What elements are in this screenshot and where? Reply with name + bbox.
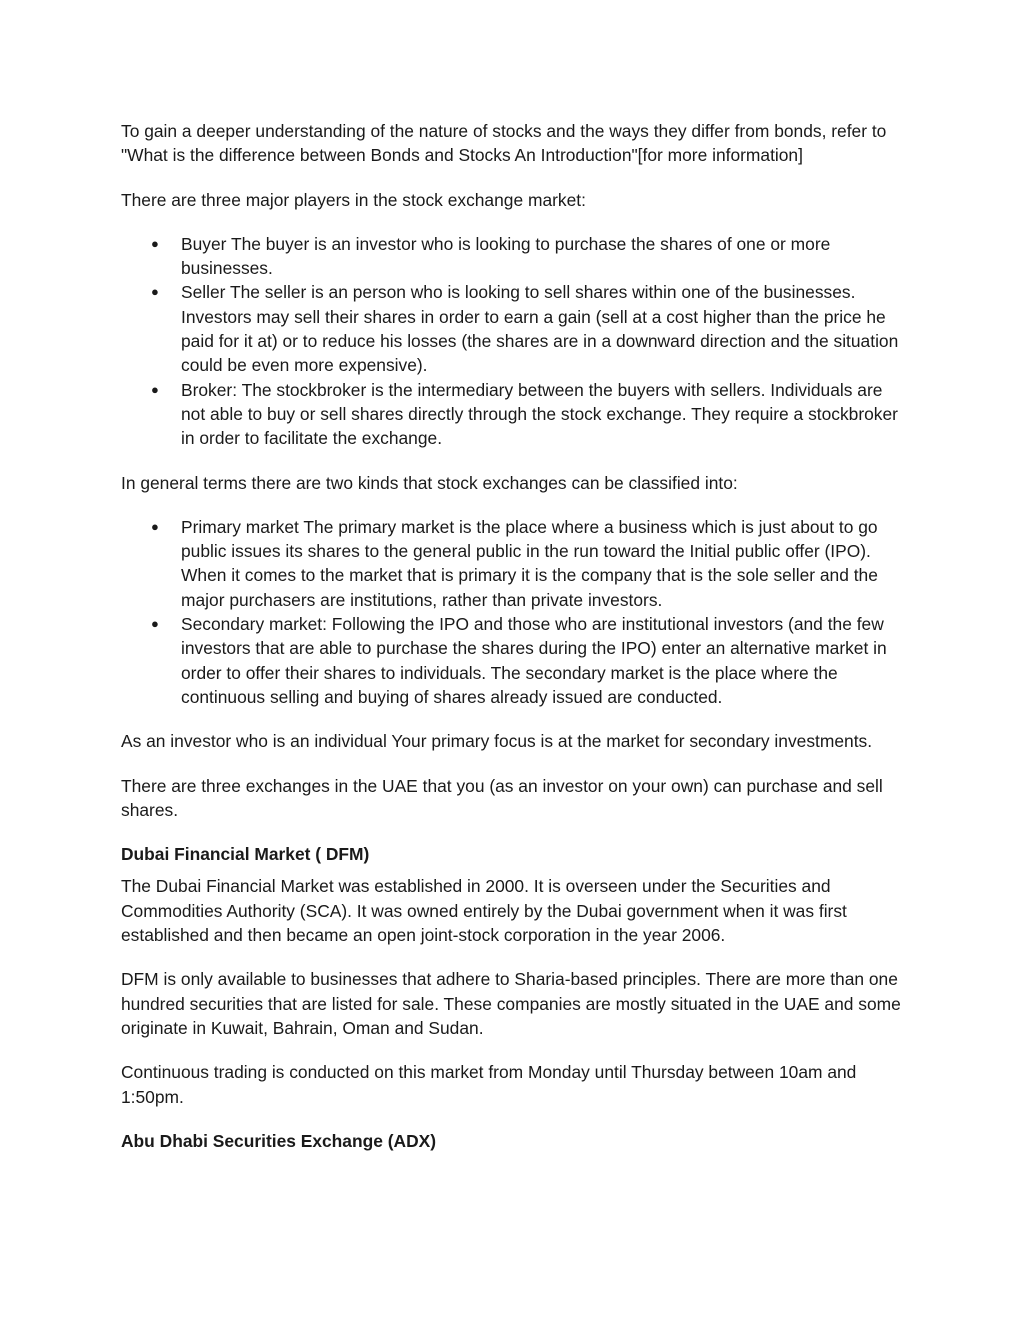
bullet-icon: ● [151, 381, 159, 397]
bullet-icon: ● [151, 518, 159, 534]
list-item-text: Seller The seller is an person who is looking to sell shares within one of the businesses. Investors may sell their shares in order to earn a gain (sell at a cost higher than the price he paid for it at) or to reduce his losses (the shares are in a downward direction and the situation could be even more expensive). [181, 282, 899, 376]
players-list [121, 232, 906, 451]
list-item [151, 612, 906, 709]
adx-heading: Abu Dhabi Securities Exchange (ADX) [121, 1130, 437, 1151]
intro-paragraph: To gain a deeper understanding of the nature of stocks and the ways they differ from bonds, refer to "What is the difference between Bonds and Stocks An Introduction"[for more information] [121, 121, 887, 166]
list-item-text: Buyer The buyer is an investor who is looking to purchase the shares of one or more businesses. [181, 233, 831, 279]
list-item [151, 280, 906, 377]
list-item-text: Primary market The primary market is the place where a business which is just about to go public issues its shares to the general public in the run toward the Initial public offer (IPO). When it comes to the market that is primary it is the company that is the sole seller and the major purchasers are institutions, rather than private investors. [181, 516, 878, 610]
dfm-paragraph: The Dubai Financial Market was established in 2000. It is overseen under the Securities and Commodities Authority (SCA). It was owned entirely by the Dubai government when it was first established and then became an open joint-stock corporation in the year 2006. [121, 876, 847, 946]
kinds-intro-paragraph: In general terms there are two kinds that stock exchanges can be classified into: [121, 472, 738, 493]
list-item-text: Broker: The stockbroker is the intermediary between the buyers with sellers. Individuals are not able to buy or sell shares directly through the stock exchange. They require a stockbroker in order to facilitate the exchange. [181, 379, 898, 449]
exchanges-paragraph: There are three exchanges in the UAE that you (as an investor on your own) can purchase and sell shares. [121, 775, 883, 820]
bullet-icon: ● [151, 284, 159, 300]
dfm-heading: Dubai Financial Market ( DFM) [121, 844, 370, 865]
list-item [151, 232, 906, 281]
bullet-icon: ● [151, 616, 159, 632]
dfm-paragraph: Continuous trading is conducted on this market from Monday until Thursday between 10am and 1:50pm. [121, 1062, 857, 1107]
focus-paragraph: As an investor who is an individual Your primary focus is at the market for secondary investments. [121, 731, 873, 752]
list-item [151, 515, 906, 612]
list-item-text: Secondary market: Following the IPO and those who are institutional investors (and the few investors that are able to purchase the shares during the IPO) enter an alternative market in order to offer their shares to individuals. The secondary market is the place where the continuous selling and buying of shares already issued are conducted. [181, 614, 887, 707]
document-page [121, 119, 906, 1161]
bullet-icon: ● [151, 235, 159, 251]
dfm-paragraph: DFM is only available to businesses that adhere to Sharia-based principles. There are more than one hundred securities that are listed for sale. These companies are mostly situated in the UAE and some originate in Kuwait, Bahrain, Oman and Sudan. [121, 969, 901, 1038]
kinds-list [121, 515, 906, 709]
players-intro-paragraph: There are three major players in the stock exchange market: [121, 189, 586, 210]
list-item [151, 378, 906, 451]
